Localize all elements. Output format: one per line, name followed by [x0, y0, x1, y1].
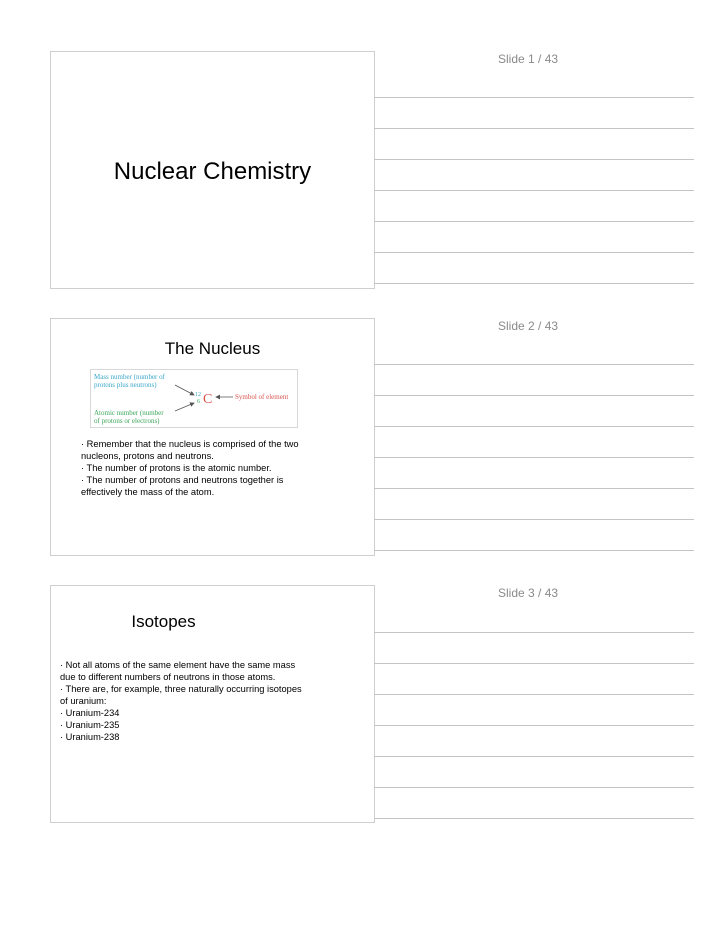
- slide-title: Nuclear Chemistry: [113, 158, 312, 185]
- slide-counter: Slide 2 / 43: [498, 319, 559, 333]
- bullet-line: · The number of protons is the atomic number.: [81, 463, 272, 473]
- slide-counter: Slide 1 / 43: [498, 52, 559, 66]
- bullet-list: [60, 659, 302, 743]
- bullet-line: · There are, for example, three naturally occurring isotopes: [60, 684, 302, 694]
- bullet-list: [81, 438, 299, 498]
- atomic-number-label: Atomic number (number: [94, 409, 164, 417]
- mass-number-label: protons plus neutrons): [94, 381, 157, 389]
- bullet-line: effectively the mass of the atom.: [81, 487, 215, 497]
- mass-number: 12: [195, 392, 201, 398]
- slide-counter: Slide 3 / 43: [498, 586, 559, 600]
- bullet-line: due to different numbers of neutrons in those atoms.: [60, 672, 276, 682]
- bullet-line: of uranium:: [60, 696, 107, 706]
- mass-number-label: Mass number (number of: [94, 373, 165, 381]
- bullet-line: · Uranium-235: [60, 720, 120, 730]
- atomic-number-label: of protons or electrons): [94, 417, 160, 425]
- element-symbol: C: [203, 392, 213, 407]
- slide-2-thumbnail[interactable]: [50, 318, 375, 556]
- slide-title: Isotopes: [131, 612, 196, 631]
- bullet-line: nucleons, protons and neutrons.: [81, 451, 214, 461]
- slide-1-thumbnail[interactable]: [50, 51, 375, 289]
- bullet-line: · Remember that the nucleus is comprised of the two: [81, 439, 299, 449]
- bullet-line: · The number of protons and neutrons together is: [81, 475, 284, 485]
- bullet-line: · Not all atoms of the same element have the same mass: [60, 660, 296, 670]
- bullet-line: · Uranium-234: [60, 708, 120, 718]
- bullet-line: · Uranium-238: [60, 732, 120, 742]
- atomic-number: 6: [197, 399, 200, 405]
- slide-3-thumbnail[interactable]: [50, 585, 375, 823]
- slide-title: The Nucleus: [164, 339, 261, 358]
- nuclide-notation-figure: [90, 369, 298, 428]
- symbol-label: Symbol of element: [235, 393, 289, 401]
